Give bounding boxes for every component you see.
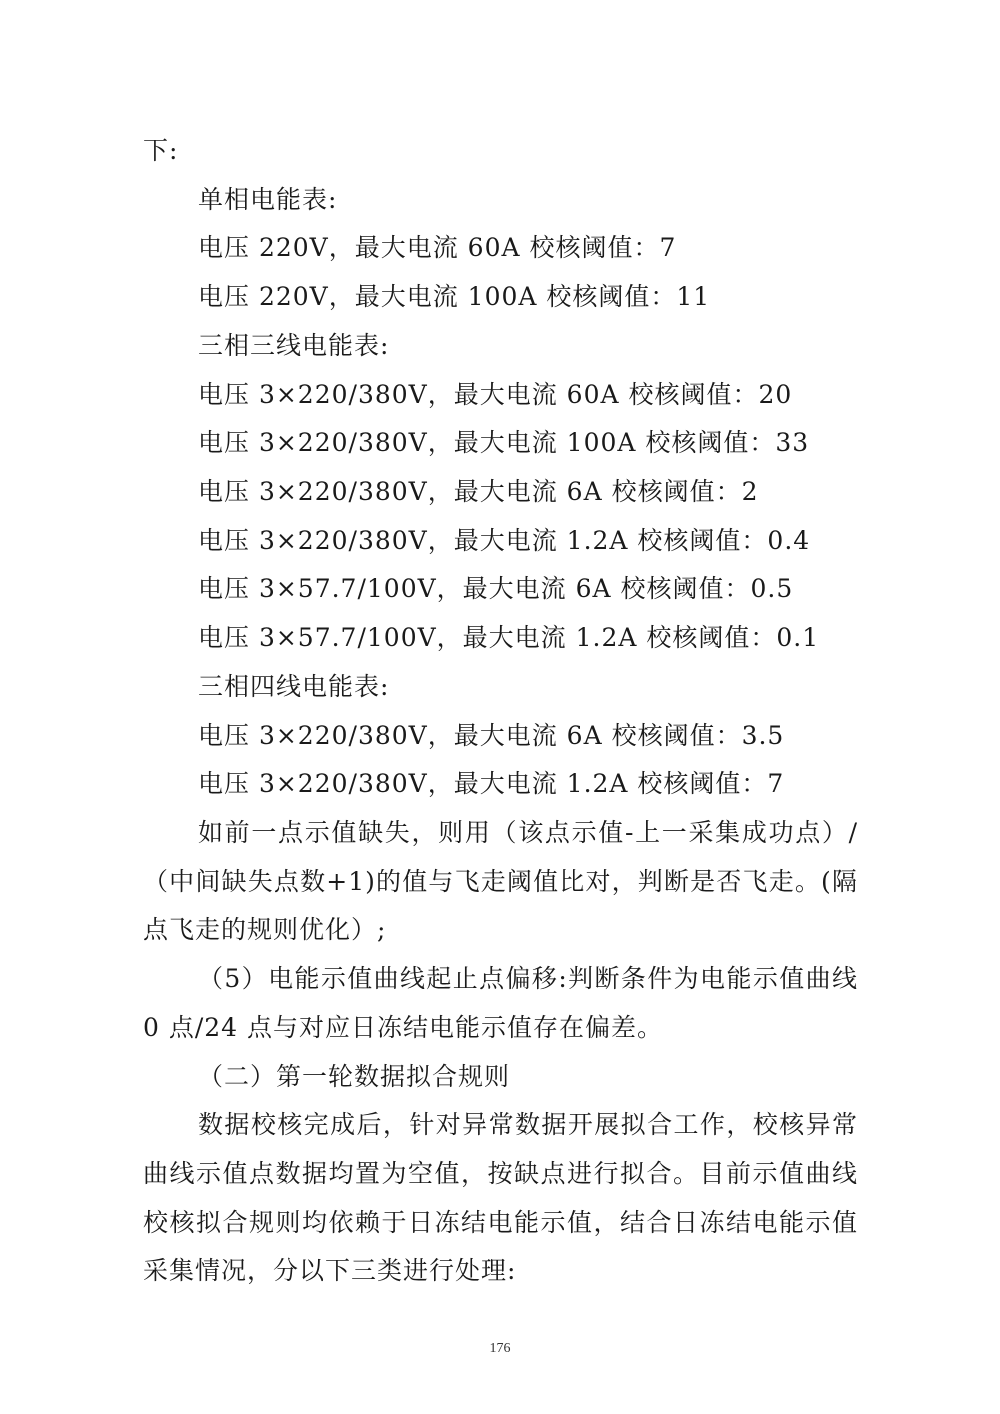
page-number: 176 bbox=[489, 1341, 511, 1356]
heading-three-phase-four-wire-meter: 三相四线电能表: bbox=[198, 672, 390, 701]
paragraph-line: 数据校核完成后，针对异常数据开展拟合工作，校核异常 bbox=[198, 1110, 858, 1139]
text-line-continuation: 下: bbox=[143, 136, 179, 165]
threshold-line: 电压 3×220/380V，最大电流 1.2A 校核阈值：0.4 bbox=[198, 526, 811, 555]
paragraph-line: 0 点/24 点与对应日冻结电能示值存在偏差。 bbox=[143, 1013, 664, 1042]
threshold-line: 电压 3×220/380V，最大电流 6A 校核阈值：2 bbox=[198, 477, 759, 506]
threshold-line: 电压 3×220/380V，最大电流 60A 校核阈值：20 bbox=[198, 380, 793, 409]
threshold-line: 电压 220V，最大电流 100A 校核阈值：11 bbox=[198, 282, 711, 311]
paragraph-line: 如前一点示值缺失，则用（该点示值-上一采集成功点）/ bbox=[198, 818, 858, 847]
heading-single-phase-meter: 单相电能表: bbox=[198, 185, 338, 214]
threshold-line: 电压 3×57.7/100V，最大电流 6A 校核阈值：0.5 bbox=[198, 574, 794, 603]
paragraph-line: （5）电能示值曲线起止点偏移:判断条件为电能示值曲线 bbox=[198, 964, 858, 993]
threshold-line: 电压 3×220/380V，最大电流 100A 校核阈值：33 bbox=[198, 428, 810, 457]
threshold-line: 电压 220V，最大电流 60A 校核阈值：7 bbox=[198, 233, 677, 262]
threshold-line: 电压 3×220/380V，最大电流 6A 校核阈值：3.5 bbox=[198, 721, 785, 750]
paragraph-line: 点飞走的规则优化）; bbox=[143, 915, 387, 944]
threshold-line: 电压 3×220/380V，最大电流 1.2A 校核阈值：7 bbox=[198, 769, 785, 798]
threshold-line: 电压 3×57.7/100V，最大电流 1.2A 校核阈值：0.1 bbox=[198, 623, 820, 652]
section-heading: （二）第一轮数据拟合规则 bbox=[198, 1062, 511, 1091]
paragraph-line: 采集情况，分以下三类进行处理: bbox=[143, 1256, 517, 1285]
paragraph-line: 校核拟合规则均依赖于日冻结电能示值，结合日冻结电能示值 bbox=[143, 1208, 858, 1237]
paragraph-line: 曲线示值点数据均置为空值，按缺点进行拟合。目前示值曲线 bbox=[143, 1159, 858, 1188]
heading-three-phase-three-wire-meter: 三相三线电能表: bbox=[198, 331, 390, 360]
paragraph-line: （中间缺失点数+1)的值与飞走阈值比对，判断是否飞走。(隔 bbox=[143, 867, 858, 896]
